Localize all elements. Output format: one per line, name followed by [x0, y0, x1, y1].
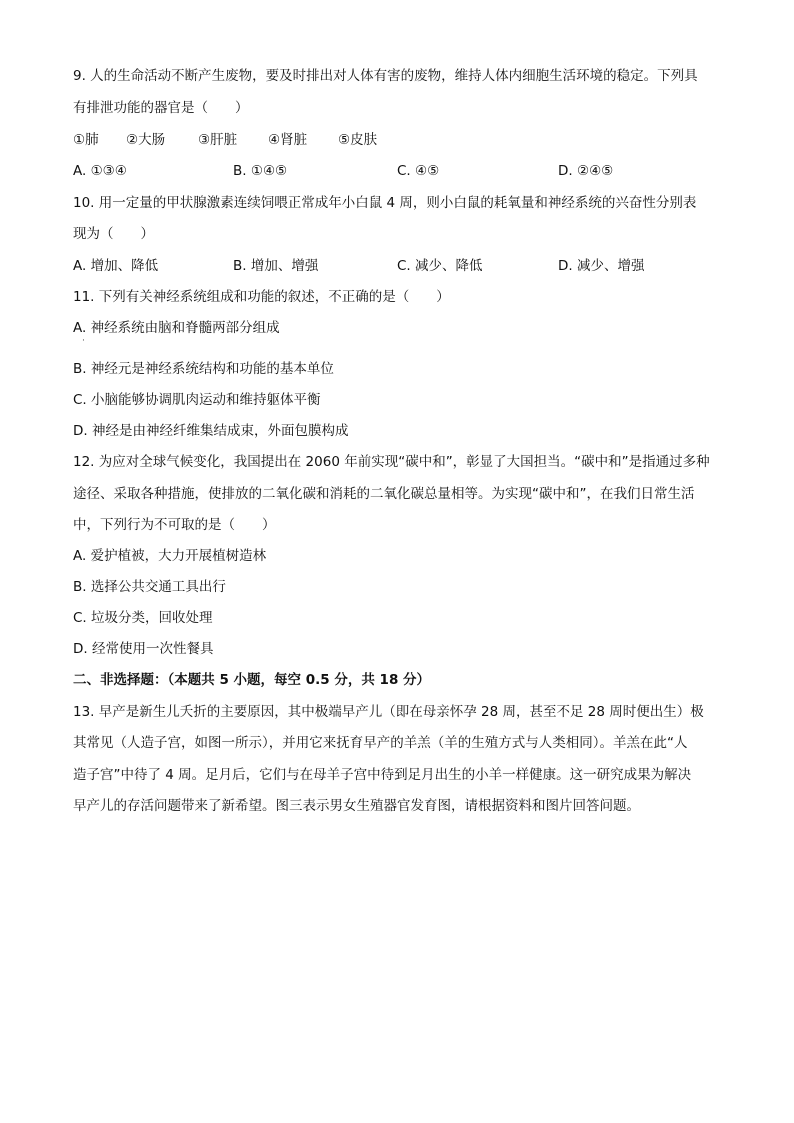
stray-dot: ·	[82, 336, 85, 346]
q11-stem: 11. 下列有关神经系统组成和功能的叙述，不正确的是（ ）	[73, 289, 450, 305]
q10-option-b: B. 增加、增强	[233, 258, 319, 274]
q10-stem-line1: 10. 用一定量的甲状腺激素连续饲喂正常成年小白鼠 4 周，则小白鼠的耗氧量和神经系统的兴奋性分别表	[73, 195, 697, 211]
q9-stem-line1: 9. 人的生命活动不断产生废物，要及时排出对人体有害的废物，维持人体内细胞生活环境的稳定。下列具	[73, 68, 698, 84]
q9-item: ①肺	[73, 132, 99, 148]
q12-stem-line1: 12. 为应对全球气候变化，我国提出在 2060 年前实现“碳中和”，彰显了大国担当。“碳中和”是指通过多种	[73, 454, 710, 470]
q13-stem-line2: 其常见（人造子宫，如图一所示），并用它来抚育早产的羊羔（羊的生殖方式与人类相同）。羊羔在此“人	[73, 735, 688, 751]
q13-stem-line1: 13. 早产是新生儿夭折的主要原因，其中极端早产儿（即在母亲怀孕 28 周，甚至不足 28 周时便出生）极	[73, 704, 704, 720]
q9-option-d: D. ②④⑤	[558, 163, 614, 179]
q9-item: ②大肠	[126, 132, 166, 148]
q11-option-c: C. 小脑能够协调肌肉运动和维持躯体平衡	[73, 392, 321, 408]
q9-option-a: A. ①③④	[73, 163, 127, 179]
q12-option-c: C. 垃圾分类，回收处理	[73, 610, 213, 626]
q11-option-d: D. 神经是由神经纤维集结成束，外面包膜构成	[73, 423, 349, 439]
q12-stem-line3: 中，下列行为不可取的是（ ）	[73, 517, 276, 533]
q10-option-c: C. 减少、降低	[397, 258, 483, 274]
q9-item: ⑤皮肤	[338, 132, 378, 148]
q13-stem-line4: 早产儿的存活问题带来了新希望。图三表示男女生殖器官发育图，请根据资料和图片回答问题。	[73, 798, 640, 814]
q9-item: ③肝脏	[198, 132, 238, 148]
section-heading: 二、非选择题：（本题共 5 小题，每空 0.5 分，共 18 分）	[73, 672, 431, 688]
q10-option-a: A. 增加、降低	[73, 258, 159, 274]
q12-option-b: B. 选择公共交通工具出行	[73, 579, 226, 595]
q10-stem-line2: 现为（ ）	[73, 226, 154, 242]
q9-stem-line2: 有排泄功能的器官是（ ）	[73, 100, 249, 116]
q12-stem-line2: 途径、采取各种措施，使排放的二氧化碳和消耗的二氧化碳总量相等。为实现“碳中和”，在我们日常生活	[73, 486, 695, 502]
q11-option-a: A. 神经系统由脑和脊髓两部分组成	[73, 320, 280, 336]
q11-option-b: B. 神经元是神经系统结构和功能的基本单位	[73, 361, 334, 377]
q10-option-d: D. 减少、增强	[558, 258, 645, 274]
q9-item: ④肾脏	[268, 132, 308, 148]
q12-option-d: D. 经常使用一次性餐具	[73, 641, 214, 657]
q12-option-a: A. 爱护植被，大力开展植树造林	[73, 548, 267, 564]
q9-option-b: B. ①④⑤	[233, 163, 288, 179]
q9-option-c: C. ④⑤	[397, 163, 440, 179]
q13-stem-line3: 造子宫”中待了 4 周。足月后，它们与在母羊子宫中待到足月出生的小羊一样健康。这一研究成果为解决	[73, 767, 692, 783]
